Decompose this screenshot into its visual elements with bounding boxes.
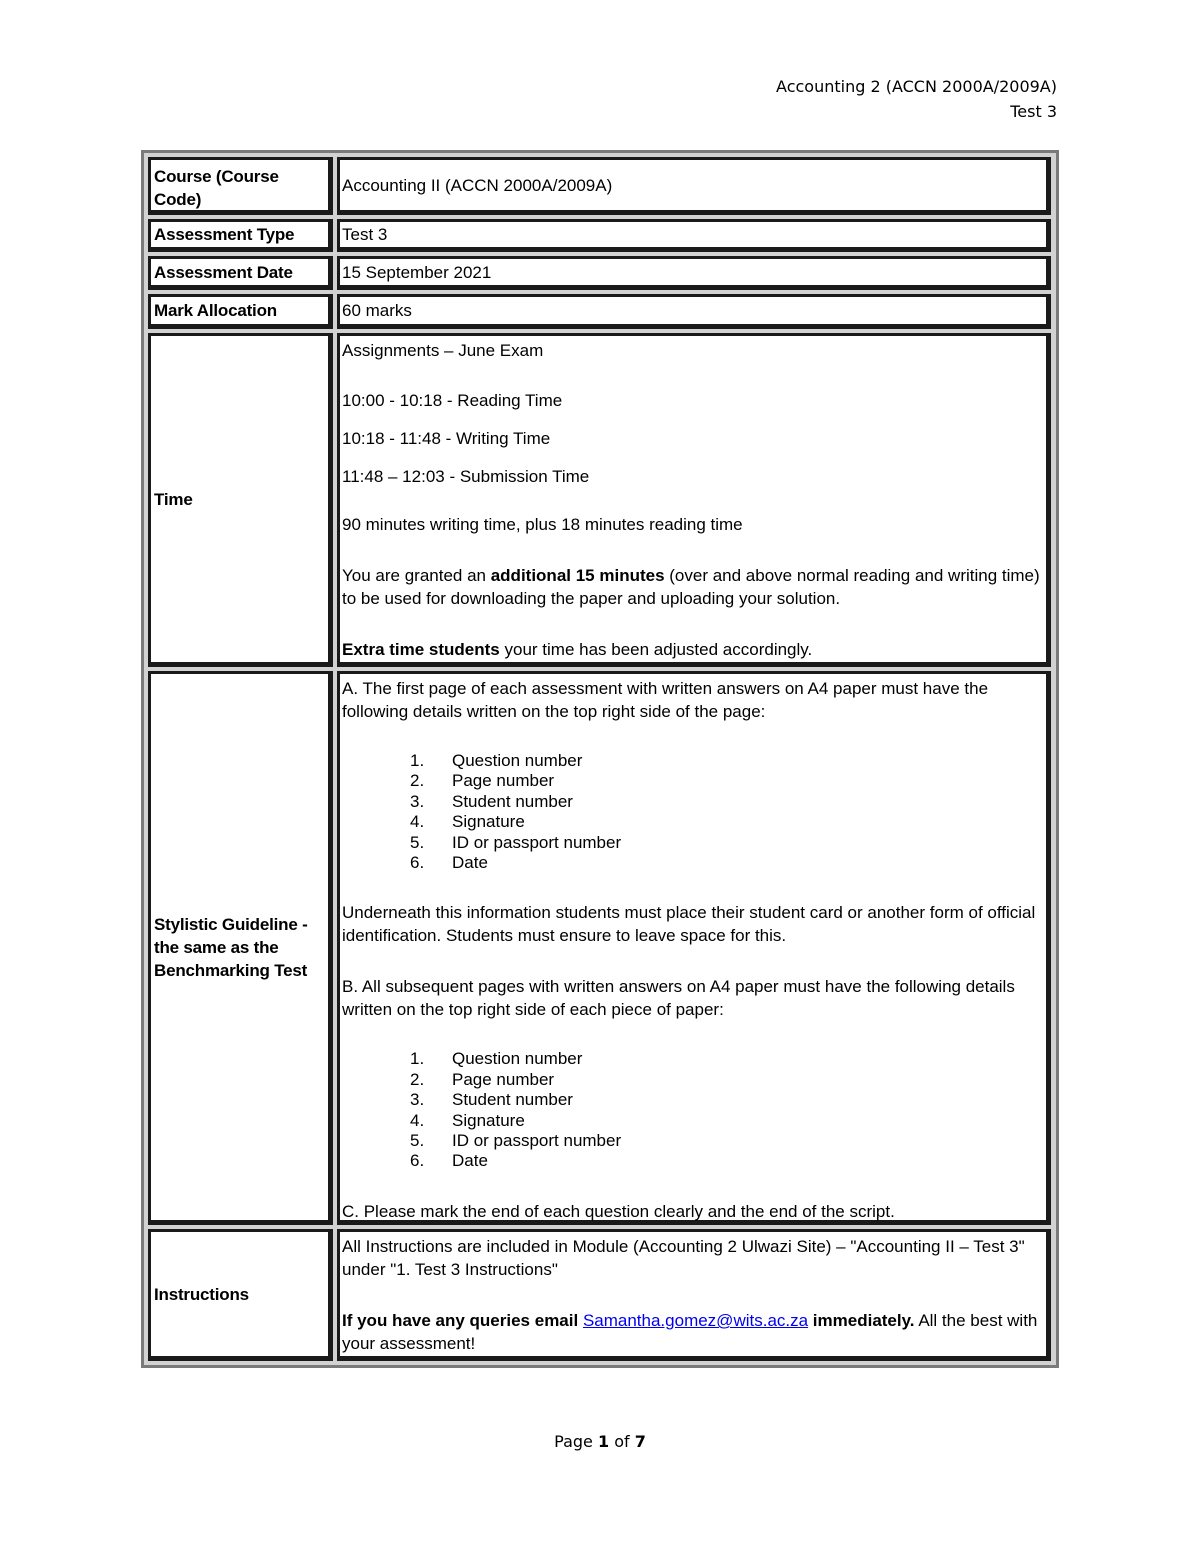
marks-value-text: 60 marks xyxy=(342,301,412,320)
page-header xyxy=(776,74,1057,124)
course-value-text: Accounting II (ACCN 2000A/2009A) xyxy=(342,175,613,195)
style-label-text: Stylistic Guideline - the same as the Benchmarking Test xyxy=(154,914,308,980)
list-item-text: Signature xyxy=(452,1110,525,1130)
list-item-text: Question number xyxy=(452,751,583,770)
date-value xyxy=(337,256,1051,290)
list-item-text: Student number xyxy=(452,791,573,811)
time-extra-note: You are granted an additional 15 minutes (over and above normal reading and writing time) to be used for downloading the paper and uploading your solution. xyxy=(342,566,1040,608)
style-part-c: C. Please mark the end of each question clearly and the end of the script. xyxy=(342,1201,895,1221)
list-item xyxy=(342,771,1044,791)
list-item-text: Signature xyxy=(452,812,525,832)
instructions-query: If you have any queries email Samantha.gomez@wits.ac.za immediately. All the best with your assessment! xyxy=(342,1311,1038,1353)
time-line-1: Assignments – June Exam xyxy=(342,341,544,360)
time-value xyxy=(337,333,1051,667)
list-item-number: 2. xyxy=(410,771,425,791)
list-item-number: 1. xyxy=(410,751,425,770)
marks-label-text: Mark Allocation xyxy=(154,301,277,320)
course-label: Course (Course Code) xyxy=(148,157,333,215)
list-item-text: ID or passport number xyxy=(452,832,622,852)
email-link[interactable]: Samantha.gomez@wits.ac.za xyxy=(582,1311,809,1330)
list-item xyxy=(342,1131,1044,1151)
list-item-text: Student number xyxy=(452,1090,573,1110)
time-label xyxy=(148,333,333,667)
type-value-text: Test 3 xyxy=(342,225,388,244)
list-item xyxy=(342,853,1044,873)
header-course: Accounting 2 (ACCN 2000A/2009A) xyxy=(776,77,1057,96)
style-label xyxy=(148,671,333,1225)
marks-value xyxy=(337,294,1051,329)
list-item xyxy=(342,812,1044,832)
course-value xyxy=(337,157,1051,215)
instructions-line: All Instructions are included in Module (Accounting 2 Ulwazi Site) – "Accounting II – Test 3" under "1. Test 3 Instructions" xyxy=(342,1237,1025,1279)
list-item-text: ID or passport number xyxy=(452,1131,622,1151)
style-part-b: B. All subsequent pages with written answers on A4 paper must have the following details written on the top right side of each piece of paper: xyxy=(342,977,1015,1020)
list-item xyxy=(342,1151,1044,1171)
list-item-number: 6. xyxy=(410,853,425,873)
list-item-number: 6. xyxy=(410,1151,425,1171)
marks-label xyxy=(148,294,333,329)
list-item-text: Date xyxy=(452,1151,488,1171)
list-item xyxy=(342,792,1044,812)
page-total: 7 xyxy=(634,1432,646,1451)
date-label xyxy=(148,256,333,290)
list-item-number: 3. xyxy=(410,791,425,811)
time-label-text: Time xyxy=(154,489,193,509)
style-value xyxy=(337,671,1051,1225)
time-line-5: 90 minutes writing time, plus 18 minutes reading time xyxy=(342,515,743,534)
list-item-number: 5. xyxy=(410,832,425,852)
list-item xyxy=(342,1111,1044,1131)
type-label-text: Assessment Type xyxy=(154,225,295,244)
instructions-label xyxy=(148,1229,333,1361)
list-item xyxy=(342,751,1044,771)
list-item-text: Question number xyxy=(452,1049,583,1069)
page-footer: Page 1 of 7 xyxy=(554,1432,646,1451)
list-item xyxy=(342,1090,1044,1110)
list-item xyxy=(342,1049,1044,1069)
style-part-a: A. The first page of each assessment with written answers on A4 paper must have the following details written on the top right side of the page: xyxy=(342,679,989,721)
type-value xyxy=(337,219,1051,252)
list-item-text: Page number xyxy=(452,1069,555,1089)
list-item-number: 1. xyxy=(410,1049,425,1069)
type-label xyxy=(148,219,333,252)
time-adjusted-note: Extra time students your time has been adjusted accordingly. xyxy=(342,640,813,659)
header-test: Test 3 xyxy=(1010,102,1057,121)
instructions-value xyxy=(337,1229,1051,1361)
instructions-label-text: Instructions xyxy=(154,1284,249,1304)
details-list-a xyxy=(342,751,1044,873)
style-underneath: Underneath this information students must place their student card or another form of official identification. Students must ensure to leave space for this. xyxy=(342,903,1036,946)
list-item-text: Date xyxy=(452,853,488,873)
page-current: 1 xyxy=(597,1432,610,1451)
time-line-3: 10:18 - 11:48 - Writing Time xyxy=(342,429,551,448)
date-value-text: 15 September 2021 xyxy=(342,262,492,282)
list-item-number: 4. xyxy=(410,812,425,832)
list-item-number: 4. xyxy=(410,1110,425,1130)
date-label-text: Assessment Date xyxy=(154,262,293,282)
list-item xyxy=(342,1070,1044,1090)
list-item-number: 5. xyxy=(410,1131,425,1151)
time-line-4: 11:48 – 12:03 - Submission Time xyxy=(342,467,590,486)
time-line-2: 10:00 - 10:18 - Reading Time xyxy=(342,391,563,410)
list-item xyxy=(342,833,1044,853)
details-list-b xyxy=(342,1049,1044,1171)
list-item-number: 3. xyxy=(410,1090,425,1110)
list-item-number: 2. xyxy=(410,1069,425,1089)
list-item-text: Page number xyxy=(452,771,555,791)
